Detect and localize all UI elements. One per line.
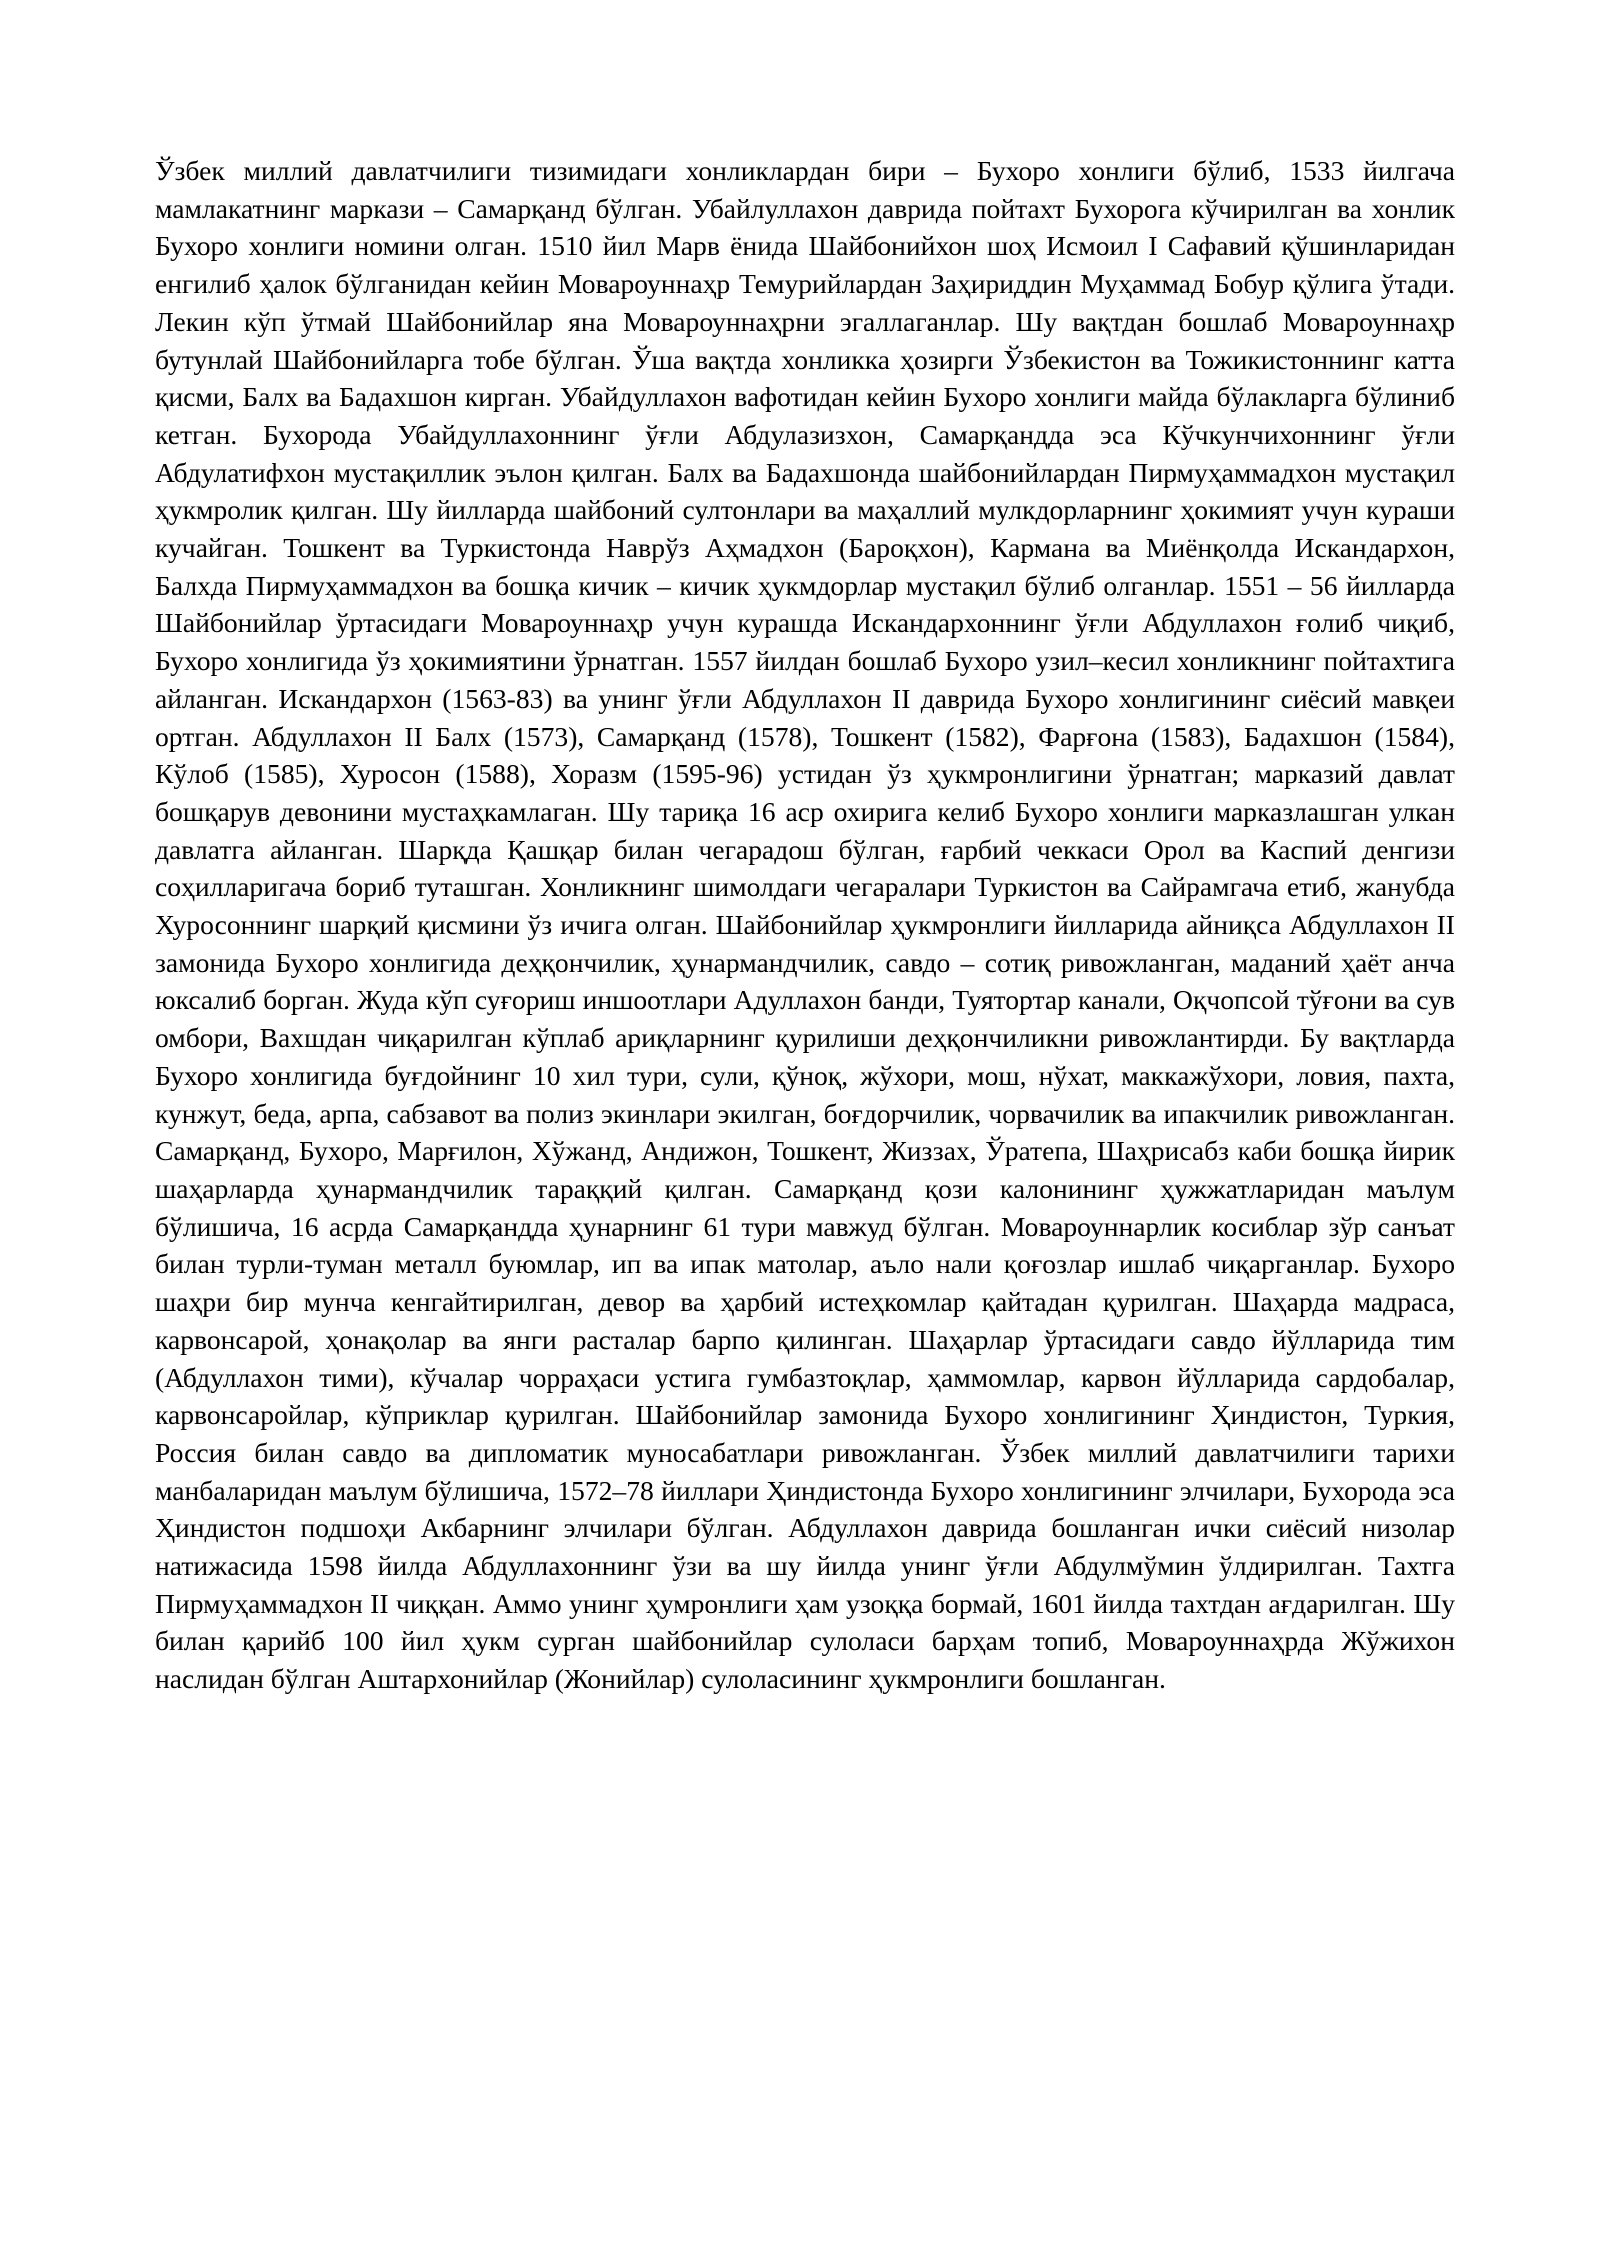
body-paragraph: Ўзбек миллий давлатчилиги тизимидаги хонликлардан бири – Бухоро хонлиги бўлиб, 1533 йилгача мамлакатнинг маркази – Самарқанд бўлган. Убайлуллахон даврида пойтахт Бухорога кўчирилган ва хонлик Бухоро хонлиги номини олган. 1510 йил Марв ёнида Шайбонийхон шоҳ Исмоил I Сафавий қўшинларидан енгилиб ҳалок бўлганидан кейин Мовароуннаҳр Темурийлардан Заҳириддин Муҳаммад Бобур қўлига ўтади. Лекин кўп ўтмай Шайбонийлар яна Мовароуннаҳрни эгаллаганлар. Шу вақтдан бошлаб Мовароуннаҳр бутунлай Шайбонийларга тобе бўлган. Ўша вақтда хонликка ҳозирги Ўзбекистон ва Тожикистоннинг катта қисми, Балх ва Бадахшон кирган. Убайдуллахон вафотидан кейин Бухоро хонлиги майда бўлакларга бўлиниб кетган. Бухорода Убайдуллахоннинг ўғли Абдулазизхон, Самарқандда эса Кўчкунчихоннинг ўғли Абдулатифхон мустақиллик эълон қилган. Балх ва Бадахшонда шайбонийлардан Пирмуҳаммадхон мустақил ҳукмролик қилган. Шу йилларда шайбоний султонлари ва маҳаллий мулкдорларнинг ҳокимият учун кураши кучайган. Тошкент ва Туркистонда Наврўз Аҳмадхон (Бароқхон), Кармана ва Миёнқолда Искандархон, Балхда Пирмуҳаммадхон ва бошқа кичик – кичик ҳукмдорлар мустақил бўлиб олганлар. 1551 – 56 йилларда Шайбонийлар ўртасидаги Мовароуннаҳр учун курашда Искандархоннинг ўғли Абдуллахон ғолиб чиқиб, Бухоро хонлигида ўз ҳокимиятини ўрнатган. 1557 йилдан бошлаб Бухоро узил–кесил хонликнинг пойтахтига айланган. Искандархон (1563-83) ва унинг ўғли Абдуллахон II даврида Бухоро хонлигининг сиёсий мавқеи ортган. Абдуллахон II Балх (1573), Самарқанд (1578), Тошкент (1582), Фарғона (1583), Бадахшон (1584), Кўлоб (1585), Хуросон (1588), Хоразм (1595-96) устидан ўз ҳукмронлигини ўрнатган; марказий давлат бошқарув девонини мустаҳкамлаган. Шу тариқа 16 аср охирига келиб Бухоро хонлиги марказлашган улкан давлатга айланган. Шарқда Қашқар билан чегарадош бўлган, ғарбий чеккаси Орол ва Каспий денгизи соҳилларигача бориб туташган. Хонликнинг шимолдаги чегаралари Туркистон ва Сайрамгача етиб, жанубда Хуросоннинг шарқий қисмини ўз ичига олган. Шайбонийлар ҳукмронлиги йилларида айниқса Абдуллахон II замонида Бухоро хонлигида деҳқончилик, ҳунармандчилик, савдо – сотиқ ривожланган, маданий ҳаёт анча юксалиб борган. Жуда кўп суғориш иншоотлари Адуллахон банди, Туятортар канали, Оқчопсой тўғони ва сув омбори, Вахшдан чиқарилган кўплаб ариқларнинг қурилиши деҳқончиликни ривожлантирди. Бу вақтларда Бухоро хонлигида буғдойнинг 10 хил тури, сули, қўноқ, жўхори, мош, нўхат, маккажўхори, ловия, пахта, кунжут, беда, арпа, сабзавот ва полиз экинлари экилган, боғдорчилик, чорвачилик ва ипакчилик ривожланган. Самарқанд, Бухоро, Марғилон, Хўжанд, Андижон, Тошкент, Жиззах, Ўратепа, Шаҳрисабз каби бошқа йирик шаҳарларда ҳунармандчилик тараққий қилган. Самарқанд қози калонининг ҳужжатларидан маълум бўлишича, 16 асрда Самарқандда ҳунарнинг 61 тури мавжуд бўлган. Мовароуннарлик косиблар зўр санъат билан турли-туман металл буюмлар, ип ва ипак матолар, аъло нали қоғозлар ишлаб чиқарганлар. Бухоро шаҳри бир мунча кенгайтирилган, девор ва ҳарбий истеҳкомлар қайтадан қурилган. Шаҳарда мадраса, карвонсарой, ҳонақолар ва янги расталар барпо қилинган. Шаҳарлар ўртасидаги савдо йўлларида тим (Абдуллахон тими), кўчалар чорраҳаси устига гумбазтоқлар, ҳаммомлар, карвон йўлларида сардобалар, карвонсаройлар, кўприклар қурилган. Шайбонийлар замонида Бухоро хонлигининг Ҳиндистон, Туркия, Россия билан савдо ва дипломатик муносабатлари ривожланган. Ўзбек миллий давлатчилиги тарихи манбаларидан маълум бўлишича, 1572–78 йиллари Ҳиндистонда Бухоро хонлигининг элчилари, Бухорода эса Ҳиндистон подшоҳи Акбарнинг элчилари бўлган. Абдуллахон даврида бошланган ички сиёсий низолар натижасида 1598 йилда Абдуллахоннинг ўзи ва шу йилда унинг ўғли Абдулмўмин ўлдирилган. Тахтга Пирмуҳаммадхон II чиққан. Аммо унинг ҳумронлиги ҳам узоққа бормай, 1601 йилда тахтдан ағдарилган. Шу билан қарийб 100 йил ҳукм сурган шайбонийлар сулоласи барҳам топиб, Мовароуннаҳрда Жўжихон наслидан бўлган Аштархонийлар (Жонийлар) сулоласининг ҳукмронлиги бошланган. bbox=[155, 155, 1455, 1695]
document-page bbox=[155, 152, 1455, 1698]
